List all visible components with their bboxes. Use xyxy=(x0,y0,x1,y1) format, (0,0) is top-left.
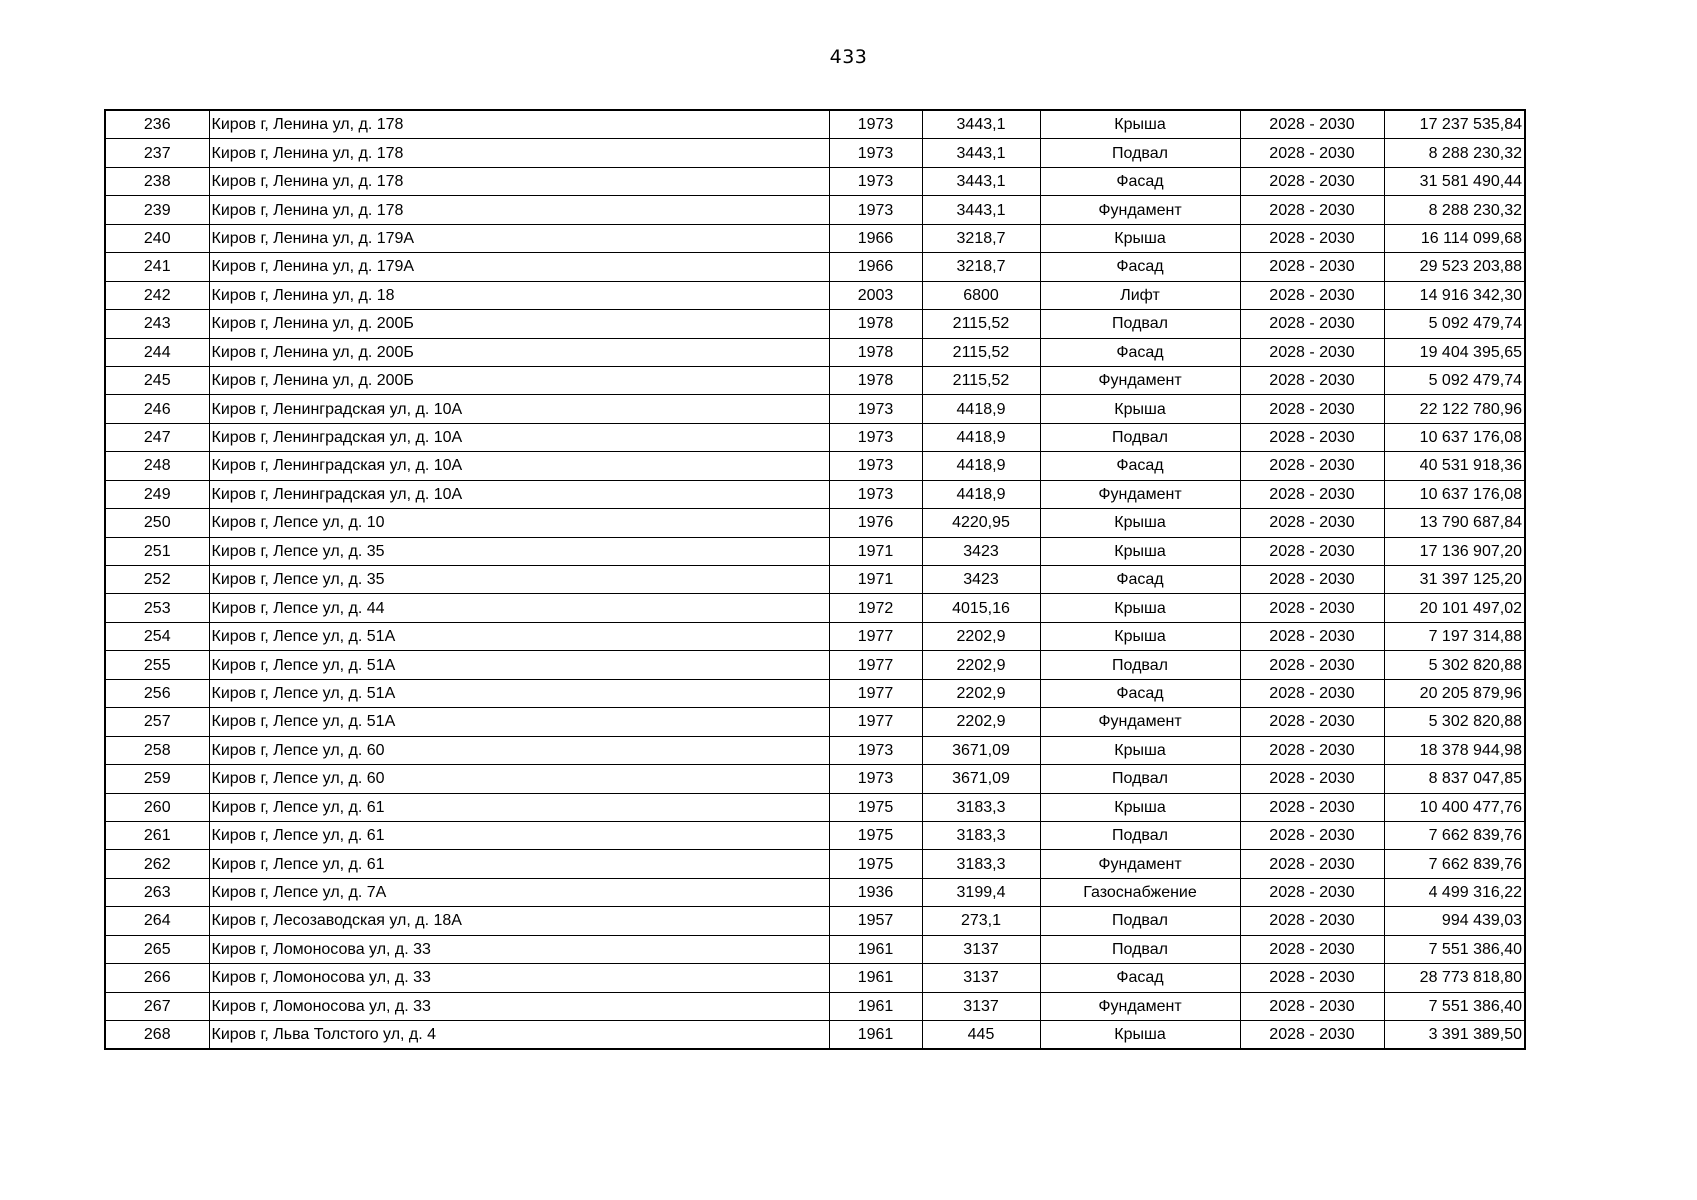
row-number-cell: 251 xyxy=(105,537,209,565)
period-cell: 2028 - 2030 xyxy=(1240,110,1384,139)
address-cell: Киров г, Лепсе ул, д. 35 xyxy=(209,566,829,594)
cost-cell: 22 122 780,96 xyxy=(1384,395,1525,423)
address-cell: Киров г, Ломоносова ул, д. 33 xyxy=(209,964,829,992)
table-row xyxy=(105,651,1525,679)
period-cell: 2028 - 2030 xyxy=(1240,935,1384,963)
address-cell: Киров г, Лепсе ул, д. 35 xyxy=(209,537,829,565)
period-cell: 2028 - 2030 xyxy=(1240,651,1384,679)
address-cell: Киров г, Лепсе ул, д. 10 xyxy=(209,509,829,537)
area-cell: 4418,9 xyxy=(922,452,1040,480)
register-table xyxy=(104,109,1526,1050)
period-cell: 2028 - 2030 xyxy=(1240,765,1384,793)
row-number-cell: 261 xyxy=(105,821,209,849)
build-year-cell: 1975 xyxy=(829,821,922,849)
cost-cell: 7 551 386,40 xyxy=(1384,992,1525,1020)
work-type-cell: Подвал xyxy=(1040,935,1240,963)
address-cell: Киров г, Ленина ул, д. 200Б xyxy=(209,310,829,338)
page-number: 433 xyxy=(829,46,868,68)
area-cell: 4015,16 xyxy=(922,594,1040,622)
row-number-cell: 257 xyxy=(105,708,209,736)
build-year-cell: 1973 xyxy=(829,736,922,764)
build-year-cell: 1966 xyxy=(829,224,922,252)
row-number-cell: 247 xyxy=(105,423,209,451)
table-row xyxy=(105,907,1525,935)
address-cell: Киров г, Ленина ул, д. 178 xyxy=(209,196,829,224)
row-number-cell: 250 xyxy=(105,509,209,537)
work-type-cell: Крыша xyxy=(1040,395,1240,423)
build-year-cell: 1972 xyxy=(829,594,922,622)
build-year-cell: 1961 xyxy=(829,935,922,963)
table-row xyxy=(105,310,1525,338)
period-cell: 2028 - 2030 xyxy=(1240,366,1384,394)
work-type-cell: Крыша xyxy=(1040,224,1240,252)
area-cell: 3183,3 xyxy=(922,793,1040,821)
work-type-cell: Фасад xyxy=(1040,167,1240,195)
table-row xyxy=(105,139,1525,167)
area-cell: 3137 xyxy=(922,935,1040,963)
address-cell: Киров г, Ленина ул, д. 178 xyxy=(209,110,829,139)
cost-cell: 7 197 314,88 xyxy=(1384,622,1525,650)
address-cell: Киров г, Ленина ул, д. 178 xyxy=(209,167,829,195)
period-cell: 2028 - 2030 xyxy=(1240,338,1384,366)
address-cell: Киров г, Ленина ул, д. 200Б xyxy=(209,338,829,366)
period-cell: 2028 - 2030 xyxy=(1240,992,1384,1020)
area-cell: 3443,1 xyxy=(922,167,1040,195)
table-row xyxy=(105,452,1525,480)
row-number-cell: 263 xyxy=(105,878,209,906)
period-cell: 2028 - 2030 xyxy=(1240,964,1384,992)
area-cell: 3671,09 xyxy=(922,765,1040,793)
area-cell: 4418,9 xyxy=(922,395,1040,423)
work-type-cell: Подвал xyxy=(1040,423,1240,451)
area-cell: 2202,9 xyxy=(922,651,1040,679)
period-cell: 2028 - 2030 xyxy=(1240,878,1384,906)
work-type-cell: Крыша xyxy=(1040,594,1240,622)
work-type-cell: Фундамент xyxy=(1040,480,1240,508)
work-type-cell: Фасад xyxy=(1040,566,1240,594)
area-cell: 2202,9 xyxy=(922,708,1040,736)
row-number-cell: 240 xyxy=(105,224,209,252)
row-number-cell: 254 xyxy=(105,622,209,650)
table-row xyxy=(105,537,1525,565)
row-number-cell: 238 xyxy=(105,167,209,195)
cost-cell: 8 288 230,32 xyxy=(1384,139,1525,167)
cost-cell: 16 114 099,68 xyxy=(1384,224,1525,252)
table-row xyxy=(105,935,1525,963)
build-year-cell: 1973 xyxy=(829,139,922,167)
table-row xyxy=(105,110,1525,139)
cost-cell: 5 302 820,88 xyxy=(1384,708,1525,736)
area-cell: 2202,9 xyxy=(922,622,1040,650)
period-cell: 2028 - 2030 xyxy=(1240,736,1384,764)
address-cell: Киров г, Ленина ул, д. 18 xyxy=(209,281,829,309)
cost-cell: 8 837 047,85 xyxy=(1384,765,1525,793)
row-number-cell: 249 xyxy=(105,480,209,508)
row-number-cell: 267 xyxy=(105,992,209,1020)
work-type-cell: Фундамент xyxy=(1040,196,1240,224)
work-type-cell: Фасад xyxy=(1040,452,1240,480)
table-row xyxy=(105,765,1525,793)
table-row xyxy=(105,196,1525,224)
row-number-cell: 260 xyxy=(105,793,209,821)
period-cell: 2028 - 2030 xyxy=(1240,622,1384,650)
row-number-cell: 262 xyxy=(105,850,209,878)
build-year-cell: 1973 xyxy=(829,395,922,423)
table-row xyxy=(105,338,1525,366)
work-type-cell: Крыша xyxy=(1040,509,1240,537)
work-type-cell: Крыша xyxy=(1040,736,1240,764)
table-row xyxy=(105,793,1525,821)
build-year-cell: 1975 xyxy=(829,793,922,821)
period-cell: 2028 - 2030 xyxy=(1240,594,1384,622)
build-year-cell: 1977 xyxy=(829,622,922,650)
cost-cell: 10 637 176,08 xyxy=(1384,423,1525,451)
area-cell: 445 xyxy=(922,1021,1040,1050)
cost-cell: 7 662 839,76 xyxy=(1384,821,1525,849)
period-cell: 2028 - 2030 xyxy=(1240,566,1384,594)
cost-cell: 28 773 818,80 xyxy=(1384,964,1525,992)
table-row xyxy=(105,679,1525,707)
table-row xyxy=(105,253,1525,281)
work-type-cell: Крыша xyxy=(1040,537,1240,565)
address-cell: Киров г, Лепсе ул, д. 51А xyxy=(209,622,829,650)
area-cell: 4418,9 xyxy=(922,480,1040,508)
address-cell: Киров г, Лепсе ул, д. 61 xyxy=(209,821,829,849)
period-cell: 2028 - 2030 xyxy=(1240,850,1384,878)
build-year-cell: 1971 xyxy=(829,566,922,594)
address-cell: Киров г, Льва Толстого ул, д. 4 xyxy=(209,1021,829,1050)
build-year-cell: 1966 xyxy=(829,253,922,281)
address-cell: Киров г, Ломоносова ул, д. 33 xyxy=(209,935,829,963)
work-type-cell: Подвал xyxy=(1040,821,1240,849)
work-type-cell: Подвал xyxy=(1040,310,1240,338)
table-row xyxy=(105,622,1525,650)
table-row xyxy=(105,509,1525,537)
row-number-cell: 246 xyxy=(105,395,209,423)
address-cell: Киров г, Лепсе ул, д. 51А xyxy=(209,651,829,679)
table-row xyxy=(105,850,1525,878)
work-type-cell: Фасад xyxy=(1040,679,1240,707)
work-type-cell: Подвал xyxy=(1040,907,1240,935)
row-number-cell: 239 xyxy=(105,196,209,224)
table-row xyxy=(105,224,1525,252)
period-cell: 2028 - 2030 xyxy=(1240,708,1384,736)
build-year-cell: 1973 xyxy=(829,480,922,508)
row-number-cell: 243 xyxy=(105,310,209,338)
cost-cell: 20 101 497,02 xyxy=(1384,594,1525,622)
period-cell: 2028 - 2030 xyxy=(1240,480,1384,508)
area-cell: 3423 xyxy=(922,566,1040,594)
area-cell: 2115,52 xyxy=(922,338,1040,366)
work-type-cell: Фасад xyxy=(1040,253,1240,281)
cost-cell: 19 404 395,65 xyxy=(1384,338,1525,366)
row-number-cell: 265 xyxy=(105,935,209,963)
period-cell: 2028 - 2030 xyxy=(1240,793,1384,821)
area-cell: 3199,4 xyxy=(922,878,1040,906)
work-type-cell: Лифт xyxy=(1040,281,1240,309)
build-year-cell: 1957 xyxy=(829,907,922,935)
table-row xyxy=(105,708,1525,736)
work-type-cell: Крыша xyxy=(1040,1021,1240,1050)
period-cell: 2028 - 2030 xyxy=(1240,196,1384,224)
cost-cell: 10 400 477,76 xyxy=(1384,793,1525,821)
row-number-cell: 253 xyxy=(105,594,209,622)
address-cell: Киров г, Ленина ул, д. 178 xyxy=(209,139,829,167)
area-cell: 6800 xyxy=(922,281,1040,309)
row-number-cell: 255 xyxy=(105,651,209,679)
area-cell: 2115,52 xyxy=(922,366,1040,394)
period-cell: 2028 - 2030 xyxy=(1240,139,1384,167)
work-type-cell: Крыша xyxy=(1040,793,1240,821)
row-number-cell: 245 xyxy=(105,366,209,394)
area-cell: 273,1 xyxy=(922,907,1040,935)
row-number-cell: 244 xyxy=(105,338,209,366)
build-year-cell: 1973 xyxy=(829,452,922,480)
work-type-cell: Подвал xyxy=(1040,651,1240,679)
address-cell: Киров г, Лесозаводская ул, д. 18А xyxy=(209,907,829,935)
area-cell: 3137 xyxy=(922,992,1040,1020)
cost-cell: 17 237 535,84 xyxy=(1384,110,1525,139)
cost-cell: 18 378 944,98 xyxy=(1384,736,1525,764)
cost-cell: 40 531 918,36 xyxy=(1384,452,1525,480)
work-type-cell: Фундамент xyxy=(1040,992,1240,1020)
row-number-cell: 252 xyxy=(105,566,209,594)
table-row xyxy=(105,281,1525,309)
table-row xyxy=(105,395,1525,423)
build-year-cell: 1977 xyxy=(829,651,922,679)
address-cell: Киров г, Ленина ул, д. 179А xyxy=(209,253,829,281)
row-number-cell: 248 xyxy=(105,452,209,480)
period-cell: 2028 - 2030 xyxy=(1240,907,1384,935)
table-row xyxy=(105,167,1525,195)
area-cell: 3218,7 xyxy=(922,253,1040,281)
build-year-cell: 1977 xyxy=(829,679,922,707)
cost-cell: 13 790 687,84 xyxy=(1384,509,1525,537)
table-row xyxy=(105,594,1525,622)
cost-cell: 7 551 386,40 xyxy=(1384,935,1525,963)
cost-cell: 31 581 490,44 xyxy=(1384,167,1525,195)
area-cell: 3137 xyxy=(922,964,1040,992)
build-year-cell: 1978 xyxy=(829,338,922,366)
period-cell: 2028 - 2030 xyxy=(1240,423,1384,451)
table-row xyxy=(105,821,1525,849)
table-row xyxy=(105,480,1525,508)
build-year-cell: 1978 xyxy=(829,310,922,338)
cost-cell: 5 092 479,74 xyxy=(1384,366,1525,394)
cost-cell: 10 637 176,08 xyxy=(1384,480,1525,508)
address-cell: Киров г, Ленина ул, д. 200Б xyxy=(209,366,829,394)
build-year-cell: 1973 xyxy=(829,765,922,793)
period-cell: 2028 - 2030 xyxy=(1240,452,1384,480)
row-number-cell: 236 xyxy=(105,110,209,139)
work-type-cell: Крыша xyxy=(1040,622,1240,650)
period-cell: 2028 - 2030 xyxy=(1240,821,1384,849)
table-row xyxy=(105,366,1525,394)
work-type-cell: Крыша xyxy=(1040,110,1240,139)
area-cell: 3183,3 xyxy=(922,821,1040,849)
row-number-cell: 266 xyxy=(105,964,209,992)
period-cell: 2028 - 2030 xyxy=(1240,310,1384,338)
cost-cell: 5 092 479,74 xyxy=(1384,310,1525,338)
row-number-cell: 241 xyxy=(105,253,209,281)
area-cell: 2202,9 xyxy=(922,679,1040,707)
cost-cell: 20 205 879,96 xyxy=(1384,679,1525,707)
build-year-cell: 1936 xyxy=(829,878,922,906)
area-cell: 3183,3 xyxy=(922,850,1040,878)
table-row xyxy=(105,736,1525,764)
work-type-cell: Фасад xyxy=(1040,338,1240,366)
cost-cell: 5 302 820,88 xyxy=(1384,651,1525,679)
work-type-cell: Фундамент xyxy=(1040,366,1240,394)
area-cell: 3443,1 xyxy=(922,110,1040,139)
row-number-cell: 268 xyxy=(105,1021,209,1050)
row-number-cell: 258 xyxy=(105,736,209,764)
table-row xyxy=(105,992,1525,1020)
address-cell: Киров г, Лепсе ул, д. 7А xyxy=(209,878,829,906)
address-cell: Киров г, Ленинградская ул, д. 10А xyxy=(209,452,829,480)
area-cell: 3423 xyxy=(922,537,1040,565)
address-cell: Киров г, Ленинградская ул, д. 10А xyxy=(209,395,829,423)
row-number-cell: 256 xyxy=(105,679,209,707)
address-cell: Киров г, Лепсе ул, д. 51А xyxy=(209,679,829,707)
cost-cell: 994 439,03 xyxy=(1384,907,1525,935)
build-year-cell: 1975 xyxy=(829,850,922,878)
cost-cell: 29 523 203,88 xyxy=(1384,253,1525,281)
period-cell: 2028 - 2030 xyxy=(1240,167,1384,195)
register-table-body xyxy=(105,110,1525,1049)
table-row xyxy=(105,566,1525,594)
table-row xyxy=(105,964,1525,992)
build-year-cell: 1971 xyxy=(829,537,922,565)
address-cell: Киров г, Ленина ул, д. 179А xyxy=(209,224,829,252)
cost-cell: 7 662 839,76 xyxy=(1384,850,1525,878)
address-cell: Киров г, Ленинградская ул, д. 10А xyxy=(209,480,829,508)
build-year-cell: 1973 xyxy=(829,196,922,224)
build-year-cell: 1973 xyxy=(829,110,922,139)
period-cell: 2028 - 2030 xyxy=(1240,537,1384,565)
table-row xyxy=(105,423,1525,451)
work-type-cell: Фасад xyxy=(1040,964,1240,992)
work-type-cell: Подвал xyxy=(1040,139,1240,167)
cost-cell: 17 136 907,20 xyxy=(1384,537,1525,565)
address-cell: Киров г, Лепсе ул, д. 51А xyxy=(209,708,829,736)
cost-cell: 3 391 389,50 xyxy=(1384,1021,1525,1050)
period-cell: 2028 - 2030 xyxy=(1240,224,1384,252)
area-cell: 3671,09 xyxy=(922,736,1040,764)
build-year-cell: 1977 xyxy=(829,708,922,736)
cost-cell: 14 916 342,30 xyxy=(1384,281,1525,309)
area-cell: 3218,7 xyxy=(922,224,1040,252)
area-cell: 3443,1 xyxy=(922,139,1040,167)
address-cell: Киров г, Лепсе ул, д. 61 xyxy=(209,850,829,878)
row-number-cell: 264 xyxy=(105,907,209,935)
row-number-cell: 237 xyxy=(105,139,209,167)
address-cell: Киров г, Лепсе ул, д. 44 xyxy=(209,594,829,622)
work-type-cell: Фундамент xyxy=(1040,850,1240,878)
work-type-cell: Фундамент xyxy=(1040,708,1240,736)
build-year-cell: 1961 xyxy=(829,992,922,1020)
period-cell: 2028 - 2030 xyxy=(1240,395,1384,423)
row-number-cell: 259 xyxy=(105,765,209,793)
period-cell: 2028 - 2030 xyxy=(1240,1021,1384,1050)
build-year-cell: 1976 xyxy=(829,509,922,537)
address-cell: Киров г, Ленинградская ул, д. 10А xyxy=(209,423,829,451)
period-cell: 2028 - 2030 xyxy=(1240,281,1384,309)
build-year-cell: 1961 xyxy=(829,1021,922,1050)
period-cell: 2028 - 2030 xyxy=(1240,253,1384,281)
build-year-cell: 1973 xyxy=(829,423,922,451)
work-type-cell: Газоснабжение xyxy=(1040,878,1240,906)
area-cell: 4220,95 xyxy=(922,509,1040,537)
build-year-cell: 1961 xyxy=(829,964,922,992)
row-number-cell: 242 xyxy=(105,281,209,309)
build-year-cell: 1978 xyxy=(829,366,922,394)
table-row xyxy=(105,1021,1525,1050)
area-cell: 4418,9 xyxy=(922,423,1040,451)
cost-cell: 31 397 125,20 xyxy=(1384,566,1525,594)
period-cell: 2028 - 2030 xyxy=(1240,509,1384,537)
cost-cell: 8 288 230,32 xyxy=(1384,196,1525,224)
cost-cell: 4 499 316,22 xyxy=(1384,878,1525,906)
build-year-cell: 1973 xyxy=(829,167,922,195)
address-cell: Киров г, Лепсе ул, д. 61 xyxy=(209,793,829,821)
table-row xyxy=(105,878,1525,906)
area-cell: 3443,1 xyxy=(922,196,1040,224)
work-type-cell: Подвал xyxy=(1040,765,1240,793)
address-cell: Киров г, Ломоносова ул, д. 33 xyxy=(209,992,829,1020)
address-cell: Киров г, Лепсе ул, д. 60 xyxy=(209,736,829,764)
area-cell: 2115,52 xyxy=(922,310,1040,338)
address-cell: Киров г, Лепсе ул, д. 60 xyxy=(209,765,829,793)
build-year-cell: 2003 xyxy=(829,281,922,309)
period-cell: 2028 - 2030 xyxy=(1240,679,1384,707)
